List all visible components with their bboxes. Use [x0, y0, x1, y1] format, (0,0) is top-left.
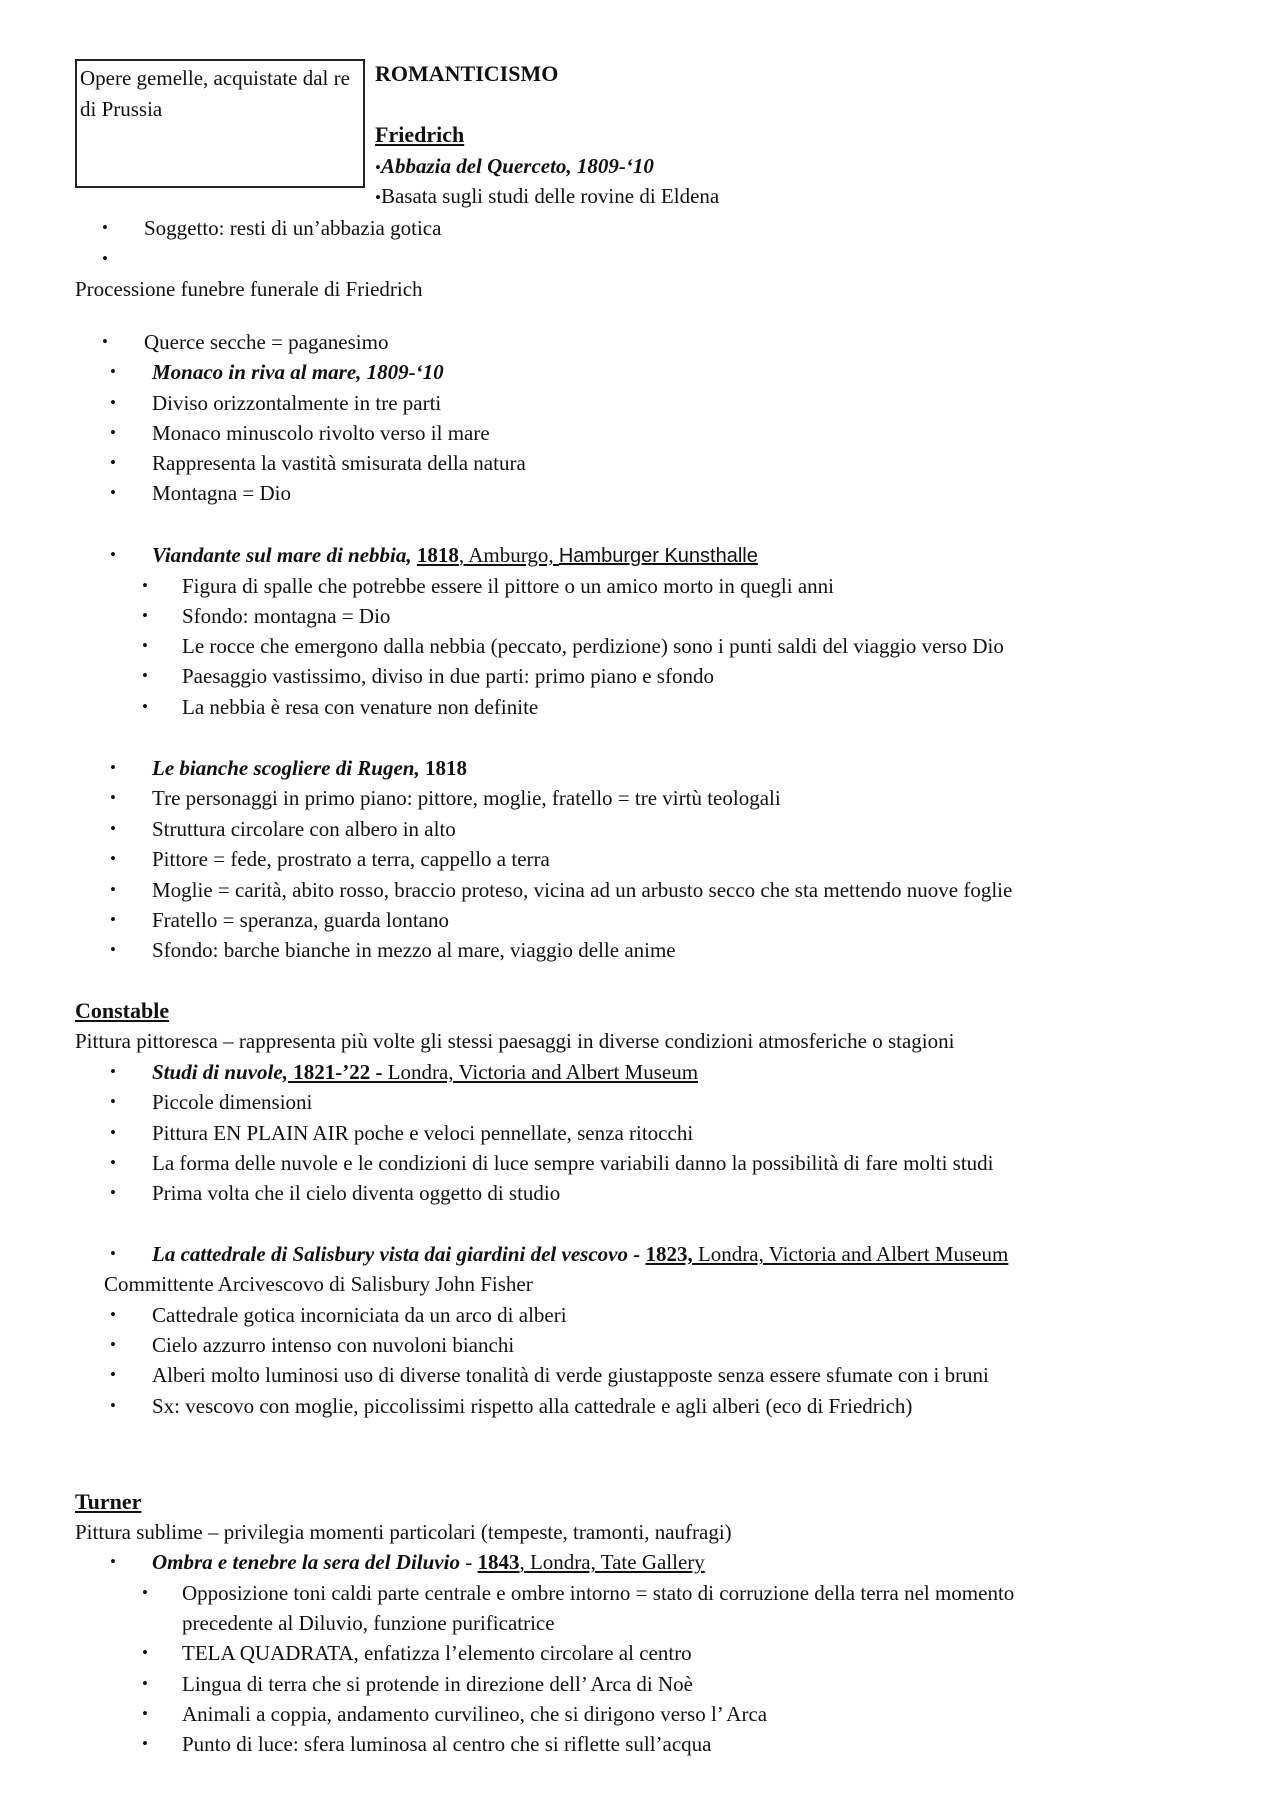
- bullet: •: [102, 332, 108, 351]
- bullet: •: [110, 849, 116, 868]
- ombra-title: Ombra e tenebre la sera del Diluvio: [152, 1550, 460, 1574]
- bullet: •: [110, 362, 116, 381]
- studi-year: 1821-’22 -: [287, 1060, 383, 1084]
- abbazia-title: Abbazia del Querceto, 1809-‘10: [380, 154, 654, 178]
- bullet: •: [110, 483, 116, 502]
- bullet: •: [102, 218, 108, 237]
- bullet: •: [110, 1396, 116, 1415]
- cattedrale-point: Cielo azzurro intenso con nuvoloni bianchi: [152, 1333, 515, 1357]
- bullet: •: [110, 1365, 116, 1384]
- turner-intro: Pittura sublime – privilegia momenti particolari (tempeste, tramonti, naufragi): [75, 1520, 732, 1544]
- bullet: •: [110, 1123, 116, 1142]
- bullet: •: [142, 1734, 148, 1753]
- scogliere-line: [152, 755, 467, 781]
- abbazia-title-line: [375, 153, 654, 181]
- viandante-line: [152, 542, 758, 569]
- ombra-point-1b: precedente al Diluvio, funzione purificatrice: [182, 1611, 555, 1635]
- bullet: •: [102, 249, 108, 268]
- bullet: •: [110, 1244, 116, 1263]
- bullet: •: [110, 788, 116, 807]
- bullet: •: [110, 1335, 116, 1354]
- cattedrale-title: La cattedrale di Salisbury vista dai giardini del vescovo -: [152, 1242, 646, 1266]
- studi-point: Prima volta che il cielo diventa oggetto di studio: [152, 1181, 561, 1205]
- studi-point: La forma delle nuvole e le condizioni di luce sempre variabili danno la possibilità di fare molti studi: [152, 1151, 994, 1175]
- studi-line: [152, 1059, 698, 1085]
- ombra-place: , Londra, Tate Gallery: [519, 1550, 705, 1574]
- cattedrale-point: Sx: vescovo con moglie, piccolissimi rispetto alla cattedrale e agli alberi (eco di Friedrich): [152, 1394, 913, 1418]
- viandante-point: Figura di spalle che potrebbe essere il pittore o un amico morto in quegli anni: [182, 574, 834, 598]
- studi-point: Pittura EN PLAIN AIR poche e veloci pennellate, senza ritocchi: [152, 1121, 694, 1145]
- monaco-point: Monaco minuscolo rivolto verso il mare: [152, 421, 490, 445]
- ombra-point: TELA QUADRATA, enfatizza l’elemento circolare al centro: [182, 1641, 692, 1665]
- cattedrale-year: 1823,: [645, 1242, 693, 1266]
- bullet: •: [142, 1674, 148, 1693]
- viandante-title: Viandante sul mare di nebbia,: [152, 543, 412, 567]
- viandante-point: Paesaggio vastissimo, diviso in due parti: primo piano e sfondo: [182, 664, 714, 688]
- constable-intro: Pittura pittoresca – rappresenta più volte gli stessi paesaggi in diverse condizioni atmosferiche o stagioni: [75, 1029, 955, 1053]
- cattedrale-place: Londra, Victoria and Albert Museum: [692, 1242, 1009, 1266]
- bullet: •: [142, 1704, 148, 1723]
- committente-text: Committente Arcivescovo di Salisbury John Fisher: [104, 1272, 533, 1296]
- ombra-year: 1843: [477, 1550, 520, 1574]
- bullet: •: [142, 697, 148, 716]
- bullet: •: [142, 1583, 148, 1602]
- ombra-point: Punto di luce: sfera luminosa al centro che si riflette sull’acqua: [182, 1732, 712, 1756]
- bullet: •: [110, 545, 116, 564]
- monaco-point: Diviso orizzontalmente in tre parti: [152, 391, 442, 415]
- bullet: •: [110, 1153, 116, 1172]
- bullet: •: [110, 819, 116, 838]
- scogliere-point: Pittore = fede, prostrato a terra, cappello a terra: [152, 847, 550, 871]
- bullet: •: [375, 188, 381, 207]
- scogliere-point: Fratello = speranza, guarda lontano: [152, 908, 449, 932]
- ombra-sep: -: [459, 1550, 478, 1574]
- bullet: •: [110, 393, 116, 412]
- scogliere-year: 1818: [419, 756, 467, 780]
- bullet: •: [110, 1092, 116, 1111]
- cattedrale-point: Alberi molto luminosi uso di diverse tonalità di verde giustapposte senza essere sfumate con i bruni: [152, 1363, 989, 1387]
- processione-text: Processione funebre funerale di Friedrich: [75, 277, 423, 301]
- bullet: •: [110, 1552, 116, 1571]
- viandante-museum: Hamburger Kunsthalle: [558, 545, 758, 567]
- studi-point: Piccole dimensioni: [152, 1090, 313, 1114]
- viandante-place: , Amburgo,: [458, 543, 559, 567]
- scogliere-title: Le bianche scogliere di Rugen,: [152, 756, 420, 780]
- ombra-point-1a: Opposizione toni caldi parte centrale e ombre intorno = stato di corruzione della terra nel momento: [182, 1581, 1015, 1605]
- monaco-point: Rappresenta la vastità smisurata della natura: [152, 451, 526, 475]
- bullet: •: [110, 880, 116, 899]
- viandante-point: La nebbia è resa con venature non definite: [182, 695, 539, 719]
- bullet: •: [110, 940, 116, 959]
- scogliere-point: Tre personaggi in primo piano: pittore, moglie, fratello = tre virtù teologali: [152, 786, 781, 810]
- monaco-title: Monaco in riva al mare, 1809-‘10: [152, 360, 444, 384]
- bullet: •: [110, 758, 116, 777]
- scogliere-point: Moglie = carità, abito rosso, braccio proteso, vicina ad un arbusto secco che sta mettendo nuove foglie: [152, 878, 1013, 902]
- bullet: •: [142, 1643, 148, 1662]
- monaco-point: Montagna = Dio: [152, 481, 291, 505]
- ombra-line: [152, 1549, 705, 1575]
- querce-text: Querce secche = paganesimo: [144, 330, 389, 354]
- bullet: •: [110, 423, 116, 442]
- soggetto-text: Soggetto: resti di un’abbazia gotica: [144, 216, 442, 240]
- cattedrale-line: [152, 1241, 1008, 1267]
- section-heading-turner: Turner: [75, 1489, 142, 1514]
- scogliere-point: Struttura circolare con albero in alto: [152, 817, 456, 841]
- section-heading-friedrich: Friedrich: [375, 122, 465, 147]
- ombra-point: Animali a coppia, andamento curvilineo, che si dirigono verso l’ Arca: [182, 1702, 768, 1726]
- viandante-point: Sfondo: montagna = Dio: [182, 604, 391, 628]
- bullet: •: [110, 1183, 116, 1202]
- cattedrale-point: Cattedrale gotica incorniciata da un arco di alberi: [152, 1303, 567, 1327]
- viandante-point: Le rocce che emergono dalla nebbia (peccato, perdizione) sono i punti saldi del viaggio verso Dio: [182, 634, 1004, 658]
- section-heading-constable: Constable: [75, 998, 170, 1023]
- bullet: •: [110, 453, 116, 472]
- ombra-point: Lingua di terra che si protende in direzione dell’ Arca di Noè: [182, 1672, 693, 1696]
- bullet: •: [142, 606, 148, 625]
- bullet: •: [110, 910, 116, 929]
- abbazia-basata: Basata sugli studi delle rovine di Eldena: [380, 184, 720, 208]
- note-box-text: Opere gemelle, acquistate dal re di Prussia: [80, 66, 350, 121]
- bullet: •: [375, 158, 381, 177]
- note-box: [75, 59, 365, 188]
- viandante-year: 1818: [416, 543, 459, 567]
- bullet: •: [142, 576, 148, 595]
- bullet: •: [110, 1305, 116, 1324]
- scogliere-point: Sfondo: barche bianche in mezzo al mare, viaggio delle anime: [152, 938, 676, 962]
- studi-place: Londra, Victoria and Albert Museum: [382, 1060, 699, 1084]
- bullet: •: [142, 666, 148, 685]
- abbazia-basata-line: [375, 183, 719, 211]
- bullet: •: [110, 1062, 116, 1081]
- bullet: •: [142, 636, 148, 655]
- studi-title: Studi di nuvole,: [152, 1060, 288, 1084]
- page-title: ROMANTICISMO: [375, 61, 559, 86]
